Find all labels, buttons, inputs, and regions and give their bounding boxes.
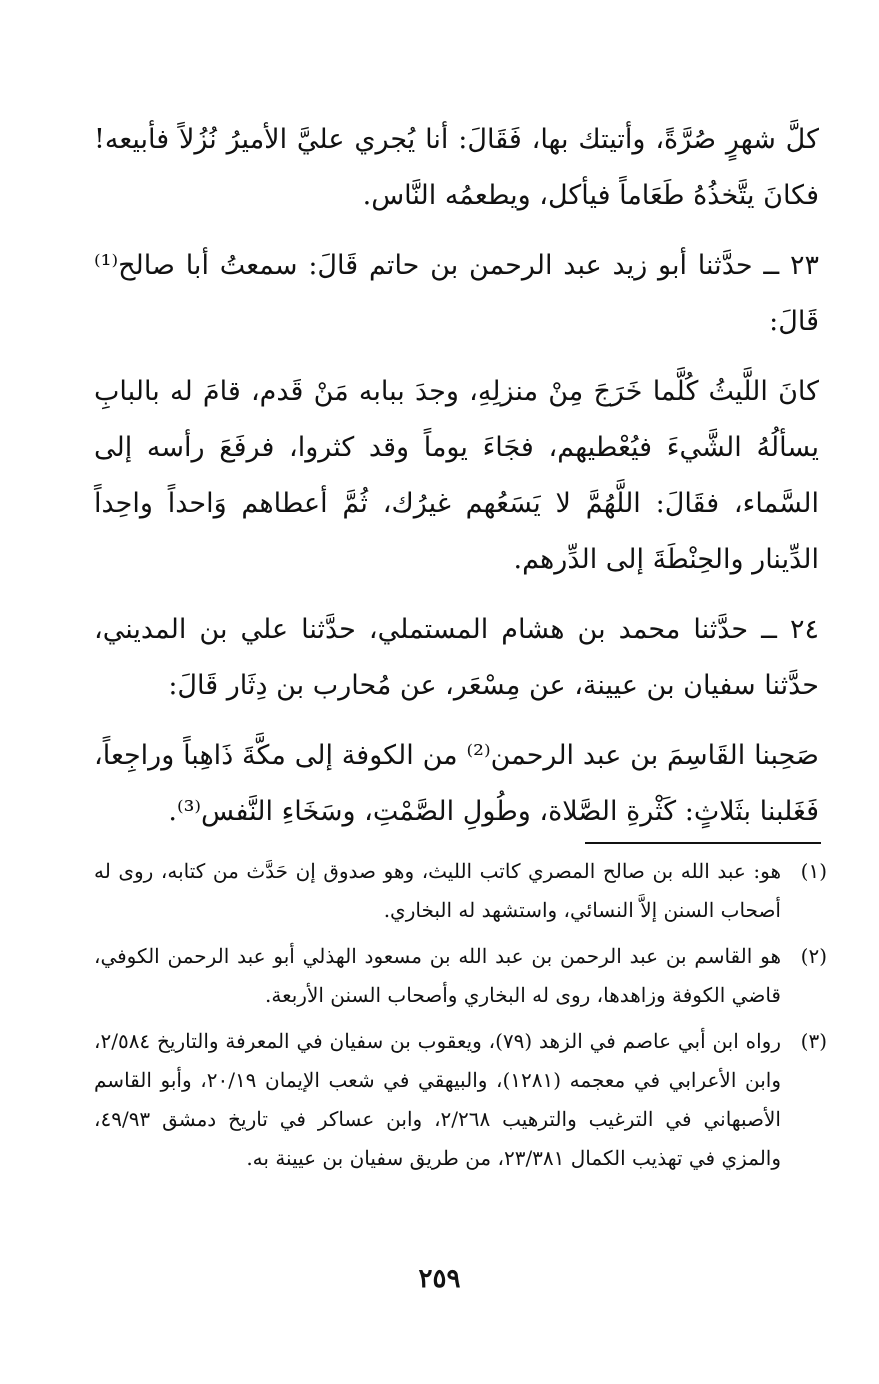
footnote-3 bbox=[94, 1022, 827, 1178]
page-number: ٢٥٩ bbox=[418, 1264, 461, 1294]
footnote-text: هو: عبد الله بن صالح المصري كاتب الليث، وهو صدوق إن حَدَّث من كتابه، روى له أصحاب السنن إلاَّ النسائي، واستشهد له البخاري. bbox=[94, 859, 781, 922]
paragraph-qasim-story: صَحِبنا القَاسِمَ بن عبد الرحمن⁽²⁾ من الكوفة إلى مكَّةَ ذَاهِباً وراجِعاً، فَغَلبنا بثَلاثٍ: كَثْرةِ الصَّلاة، وطُولِ الصَّمْتِ، وسَخَاءِ النَّفس⁽³⁾. bbox=[94, 740, 819, 827]
footnote-text: رواه ابن أبي عاصم في الزهد (٧٩)، ويعقوب بن سفيان في المعرفة والتاريخ ٢/٥٨٤، وابن الأعرابي في معجمه (١٢٨١)، والبيهقي في شعب الإيمان ٢٠/١٩، وأبو القاسم الأصبهاني في الترغيب والترهيب ٢/٢٦٨، وابن عساكر في تاريخ دمشق ٤٩/٩٣، والمزي في تهذيب الكمال ٢٣/٣٨١، من طريق سفيان بن عيينة به. bbox=[94, 1029, 782, 1170]
footnotes bbox=[94, 852, 827, 1185]
paragraph-narration-23: ٢٣ ــ حدَّثنا أبو زيد عبد الرحمن بن حاتم قَالَ: سمعتُ أبا صالح⁽¹⁾ قَالَ: bbox=[94, 250, 819, 337]
paragraph-narration-24: ٢٤ ــ حدَّثنا محمد بن هشام المستملي، حدَّثنا علي بن المديني، حدَّثنا سفيان بن عيينة، عن مِسْعَر، عن مُحارب بن دِثَار قَالَ: bbox=[94, 614, 819, 701]
footnote-separator bbox=[585, 842, 821, 844]
footnote-marker: (١) bbox=[800, 859, 827, 883]
main-text bbox=[94, 112, 819, 854]
paragraph-continuation: كلَّ شهرٍ صُرَّةً، وأتيتك بها، فَقَالَ: أنا يُجري عليَّ الأميرُ نُزُلاً فأبيعه! فكانَ يتَّخذُهُ طَعَاماً فيأكل، ويطعمُه النَّاس. bbox=[94, 124, 819, 211]
paragraph-layth-story: كانَ اللَّيثُ كُلَّما خَرَجَ مِنْ منزلِهِ، وجدَ ببابه مَنْ قَدم، قامَ له بالبابِ يسألُهُ الشَّيءَ فيُعْطيهم، فجَاءَ يوماً وقد كثروا، فرفَعَ رأسه إلى السَّماء، فقَالَ: اللَّهُمَّ لا يَسَعُهم غيرُك، ثُمَّ أعطاهم وَاحداً واحِداً الدِّينار والحِنْطَةَ إلى الدِّرهم. bbox=[94, 376, 819, 575]
footnote-marker: (٢) bbox=[800, 944, 827, 968]
footnote-text: هو القاسم بن عبد الرحمن بن عبد الله بن مسعود الهذلي أبو عبد الرحمن الكوفي، قاضي الكوفة وزاهدها، روى له البخاري وأصحاب السنن الأربعة. bbox=[94, 944, 781, 1007]
footnote-2 bbox=[94, 937, 827, 1015]
footnote-marker: (٣) bbox=[800, 1029, 827, 1053]
footnote-1 bbox=[94, 852, 827, 930]
